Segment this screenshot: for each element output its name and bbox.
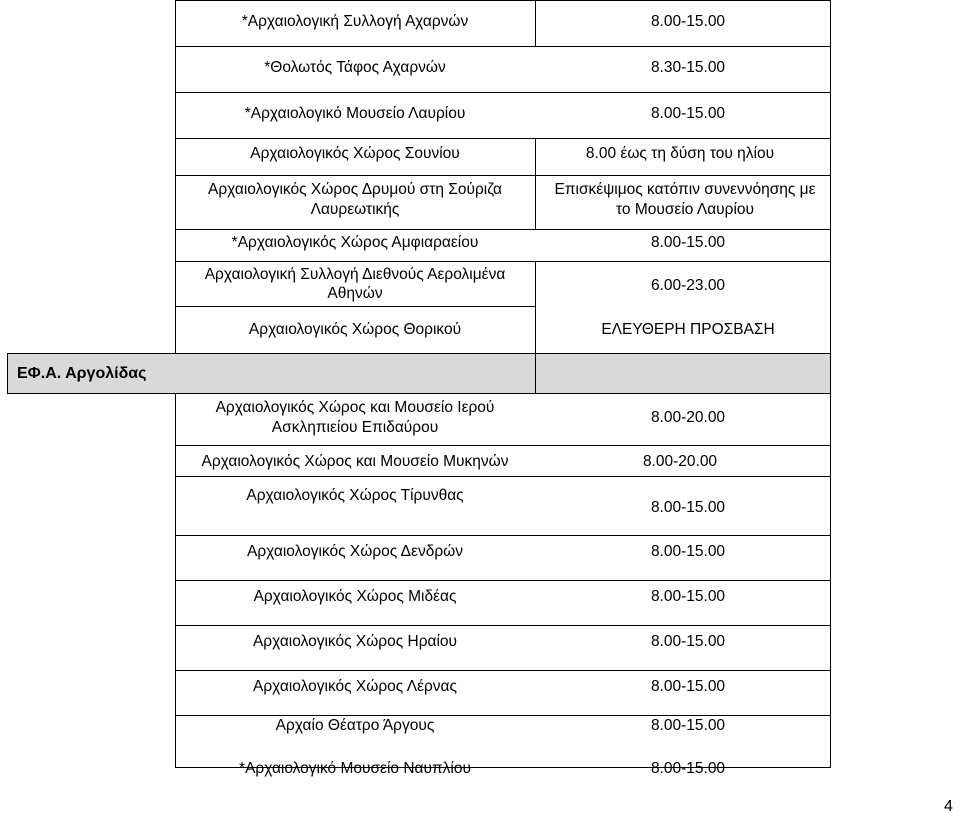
section-header: ΕΦ.Α. Αργολίδας: [17, 365, 147, 382]
site-name: *Θολωτός Τάφος Αχαρνών: [264, 59, 446, 76]
site-name: Αρχαιολογικός Χώρος Θορικού: [248, 321, 462, 338]
site-name: Αρχαιολογικός Χώρος και Μουσείο Μυκηνών: [201, 453, 509, 470]
site-name: Αρχαιολογικός Χώρος Ηραίου: [252, 633, 458, 650]
opening-hours: 8.00-20.00: [650, 409, 726, 426]
opening-hours: 8.00-15.00: [650, 760, 726, 777]
page-number: 4: [944, 798, 953, 815]
site-name: Αρχαιολογικός Χώρος Δενδρών: [246, 543, 464, 560]
opening-hours: 8.00-15.00: [650, 499, 726, 516]
site-name: *Αρχαιολογικό Μουσείο Λαυρίου: [244, 105, 466, 122]
opening-hours: 6.00-23.00: [650, 277, 726, 294]
site-name-line: Αρχαιολογικός Χώρος Δρυμού στη Σούριζα: [208, 181, 502, 198]
site-name: *Αρχαιολογικός Χώρος Αμφιαραείου: [231, 234, 479, 251]
opening-hours: 8.00-15.00: [650, 717, 726, 734]
site-name-line: Αρχαιολογική Συλλογή Διεθνούς Αερολιμένα: [204, 266, 506, 283]
site-name: *Αρχαιολογική Συλλογή Αχαρνών: [241, 13, 469, 30]
opening-hours: 8.00 έως τη δύση του ηλίου: [585, 145, 775, 162]
site-name: Αρχαίο Θέατρο Άργους: [275, 717, 435, 734]
site-name-line: Ασκληπιείου Επιδαύρου: [271, 419, 439, 436]
opening-hours: 8.00-15.00: [650, 633, 726, 650]
site-name: Αρχαιολογικός Χώρος Τίρυνθας: [246, 487, 464, 504]
opening-hours: 8.00-15.00: [650, 13, 726, 30]
site-name-line: Αρχαιολογικός Χώρος και Μουσείο Ιερού: [215, 399, 495, 416]
opening-hours: 8.00-15.00: [650, 543, 726, 560]
opening-hours: 8.00-15.00: [650, 105, 726, 122]
opening-hours-line: Επισκέψιμος κατόπιν συνεννόησης με: [554, 181, 816, 198]
site-name: Αρχαιολογικός Χώρος Σουνίου: [250, 145, 460, 162]
opening-hours: 8.00-15.00: [650, 588, 726, 605]
site-name-line: Λαυρεωτικής: [310, 201, 400, 218]
opening-hours: 8.00-15.00: [650, 234, 726, 251]
site-name: *Αρχαιολογικό Μουσείο Ναυπλίου: [239, 760, 471, 777]
site-name: Αρχαιολογικός Χώρος Λέρνας: [253, 678, 457, 695]
opening-hours: 8.00-20.00: [642, 453, 718, 470]
opening-hours: 8.30-15.00: [650, 59, 726, 76]
opening-hours: 8.00-15.00: [650, 678, 726, 695]
opening-hours: ΕΛΕΥΘΕΡΗ ΠΡΟΣΒΑΣΗ: [601, 321, 775, 338]
site-name: Αρχαιολογικός Χώρος Μιδέας: [253, 588, 457, 605]
opening-hours-line: το Μουσείο Λαυρίου: [616, 201, 754, 218]
site-name-line: Αθηνών: [327, 285, 383, 302]
